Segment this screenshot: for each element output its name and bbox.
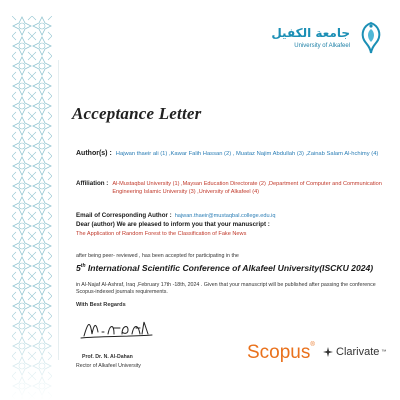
authors-value: Hajwan thaeir ali (1) ,Kawar Falih Hassan (2) , Muataz Najim Abdullah (3) ,Zainab Salam Al-hchimy (4): [115, 151, 379, 157]
conference-name: [76, 263, 373, 273]
signer-name: Prof. Dr. N. Al-Dahan: [82, 354, 133, 360]
clarivate-trademark: ™: [381, 349, 387, 355]
scopus-wordmark: Scopus: [247, 342, 311, 363]
university-name-block: [271, 27, 350, 48]
email-row: [76, 212, 276, 219]
university-name-arabic: جامعة الكفيل: [271, 26, 350, 41]
scopus-registered-mark: ®: [310, 342, 315, 348]
rector-signature: [80, 316, 154, 342]
accepted-line: after being peer- reviewed , has been accepted for participating in the: [76, 253, 239, 259]
letter-title: Acceptance Letter: [72, 104, 202, 123]
university-name-english: University of Alkafeel: [294, 42, 350, 49]
affiliation-value: Al-Mustaqbal University (1) ,Maysan Education Directorate (2) ,Department of Computer and Communication Engineering Islamic University (3) ,University of Alkafeel (4): [112, 181, 382, 195]
scopus-logo: [247, 342, 315, 364]
conference-details: in Al-Najaf Al-Ashraf, Iraq ,February 17th -18th, 2024 . Given that your manuscript will be published after passing the conference Scopus-indexed journals requirements.: [76, 282, 376, 295]
email-label: Email of Corresponding Author :: [76, 212, 172, 219]
conference-ordinal: 5: [76, 263, 81, 273]
authors-row: [76, 150, 388, 157]
affiliation-row: [76, 180, 388, 196]
conference-title: International Scientific Conference of Alkafeel University(ISCKU 2024): [85, 263, 374, 273]
conference-ordinal-suffix: th: [80, 263, 86, 270]
decorative-pattern-border: [12, 16, 52, 400]
clarivate-icon: [322, 346, 334, 358]
affiliation-label: Affiliation :: [76, 180, 109, 187]
margin-divider: [58, 60, 59, 360]
authors-label: Author(s) :: [76, 150, 112, 157]
email-link[interactable]: hajwan.thaeir@mustaqbal.college.edu.iq: [174, 213, 276, 219]
dear-line: Dear (author) We are pleased to inform you that your manuscript :: [76, 221, 270, 228]
university-emblem-icon: [356, 20, 386, 56]
university-logo: [271, 20, 386, 56]
clarivate-wordmark: Clarivate: [336, 346, 380, 358]
manuscript-title: The Application of Random Forest to the Classification of Fake News: [76, 231, 247, 237]
closing-regards: With Best Regards: [76, 302, 126, 308]
clarivate-logo: [322, 346, 386, 358]
signer-role: Rector of Alkafeel University: [76, 363, 141, 369]
